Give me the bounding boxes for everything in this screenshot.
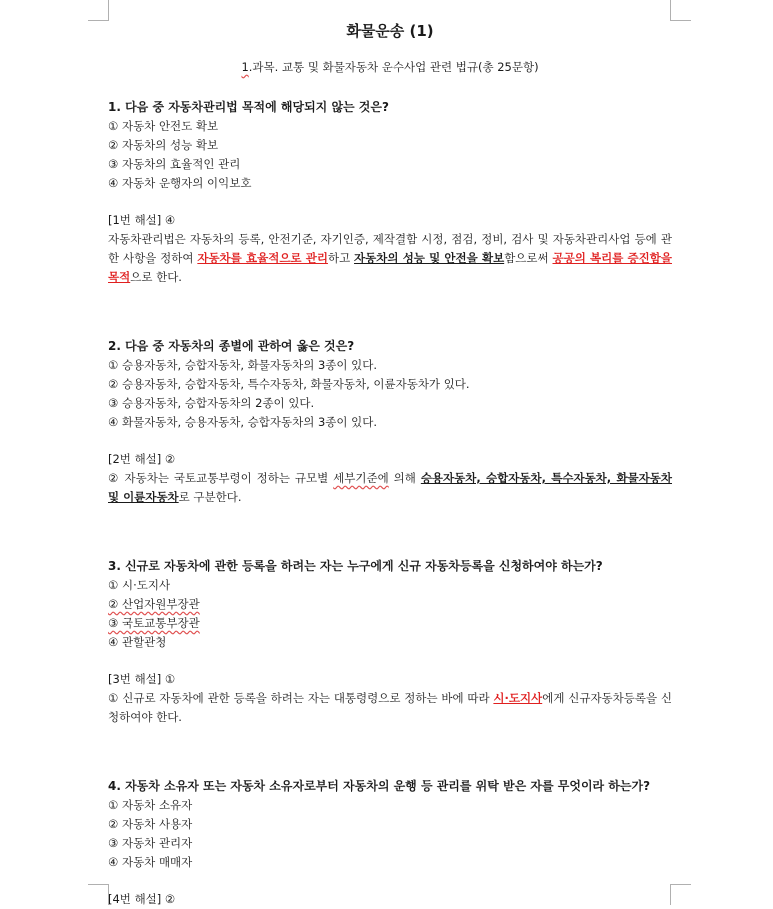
section-subtitle: [108, 58, 672, 76]
q4-option-3: ③ 자동차 관리자: [108, 836, 193, 850]
q3-option-2: ② 산업자원부장관: [108, 597, 200, 611]
q2-explanation: [108, 469, 672, 507]
crop-mark-top-right: [670, 0, 691, 21]
section-subtitle-text: .과목. 교통 및 화물자동차 운수사업 관련 법규(총 25문항): [248, 60, 539, 74]
question-4: 4. 자동차 소유자 또는 자동차 소유자로부터 자동차의 운행 등 관리를 위탁 받은 자를 무엇이라 하는가?: [108, 779, 651, 793]
q1-exp-highlight-2: 자동차의 성능 및 안전을 확보: [354, 251, 505, 265]
q2-exp-text-a: ② 자동차는 국토교통부령이 정하는 규모별: [108, 471, 334, 485]
q3-exp-highlight-1: 시·도지사: [493, 691, 543, 705]
document-title: 화물운송 (1): [346, 22, 434, 40]
section-number: 1: [241, 60, 249, 74]
q2-exp-text-c: 로 구분한다.: [178, 490, 242, 504]
q2-option-3: ③ 승용자동차, 승합자동차의 2종이 있다.: [108, 396, 315, 410]
document-page: [108, 18, 672, 909]
q1-option-4: ④ 자동차 운행자의 이익보호: [108, 176, 252, 190]
crop-mark-bottom-left: [88, 884, 109, 905]
q3-option-1: ① 시·도지사: [108, 578, 171, 592]
question-2: 2. 다음 중 자동차의 종별에 관하여 옳은 것은?: [108, 339, 355, 353]
q1-exp-text-b: 하고: [327, 251, 355, 265]
q2-exp-text-b: 의해: [388, 471, 421, 485]
q2-exp-wavy: 세부기준에: [333, 471, 389, 485]
q3-option-4: ④ 관할관청: [108, 635, 167, 649]
q2-option-1: ① 승용자동차, 승합자동차, 화물자동차의 3종이 있다.: [108, 358, 378, 372]
q1-exp-text-d: 으로 한다.: [130, 270, 182, 284]
q1-exp-text-a: 자동차관리법은 자동차의 등록, 안전기준, 자기인증, 제작결함 시정, 점검, 정비, 검사 및 자동차관리사업 등에 관한 사항을 정하여: [108, 232, 672, 265]
question-1: 1. 다음 중 자동차관리법 목적에 해당되지 않는 것은?: [108, 100, 389, 114]
q1-option-1: ① 자동차 안전도 확보: [108, 119, 219, 133]
q4-option-4: ④ 자동차 매매자: [108, 855, 193, 869]
q1-option-3: ③ 자동차의 효율적인 관리: [108, 157, 241, 171]
q1-exp-highlight-3: 공공의 복리를 증진함을 목적: [108, 251, 672, 284]
q3-exp-text-a: ① 신규로 자동차에 관한 등록을 하려는 자는 대통령령으로 정하는 바에 따라: [108, 691, 494, 705]
q1-explanation: [108, 230, 672, 287]
q4-option-1: ① 자동차 소유자: [108, 798, 193, 812]
q1-exp-text-c: 함으로써: [504, 251, 553, 265]
q4-explanation-heading: [4번 해설] ②: [108, 892, 176, 906]
q2-option-2: ② 승용자동차, 승합자동차, 특수자동차, 화물자동차, 이륜자동차가 있다.: [108, 377, 470, 391]
q4-option-2: ② 자동차 사용자: [108, 817, 193, 831]
q3-option-3: ③ 국토교통부장관: [108, 616, 200, 630]
q1-exp-highlight-1: 자동차를 효율적으로 관리: [197, 251, 328, 265]
q3-explanation: [108, 689, 672, 727]
q1-option-2: ② 자동차의 성능 확보: [108, 138, 219, 152]
question-3: 3. 신규로 자동차에 관한 등록을 하려는 자는 누구에게 신규 자동차등록을 신청하여야 하는가?: [108, 559, 603, 573]
crop-mark-top-left: [88, 0, 109, 21]
q2-exp-highlight-1: 승용자동차, 승합자동차, 특수자동차, 화물자동차 및 이륜자동차: [108, 471, 672, 504]
q2-option-4: ④ 화물자동차, 승용자동차, 승합자동차의 3종이 있다.: [108, 415, 378, 429]
q3-explanation-heading: [3번 해설] ①: [108, 672, 176, 686]
q2-explanation-heading: [2번 해설] ②: [108, 452, 176, 466]
q3-exp-text-b: 에게 신규자동차등록을 신청하여야 한다.: [108, 691, 672, 724]
q1-explanation-heading: [1번 해설] ④: [108, 213, 176, 227]
crop-mark-bottom-right: [670, 884, 691, 905]
